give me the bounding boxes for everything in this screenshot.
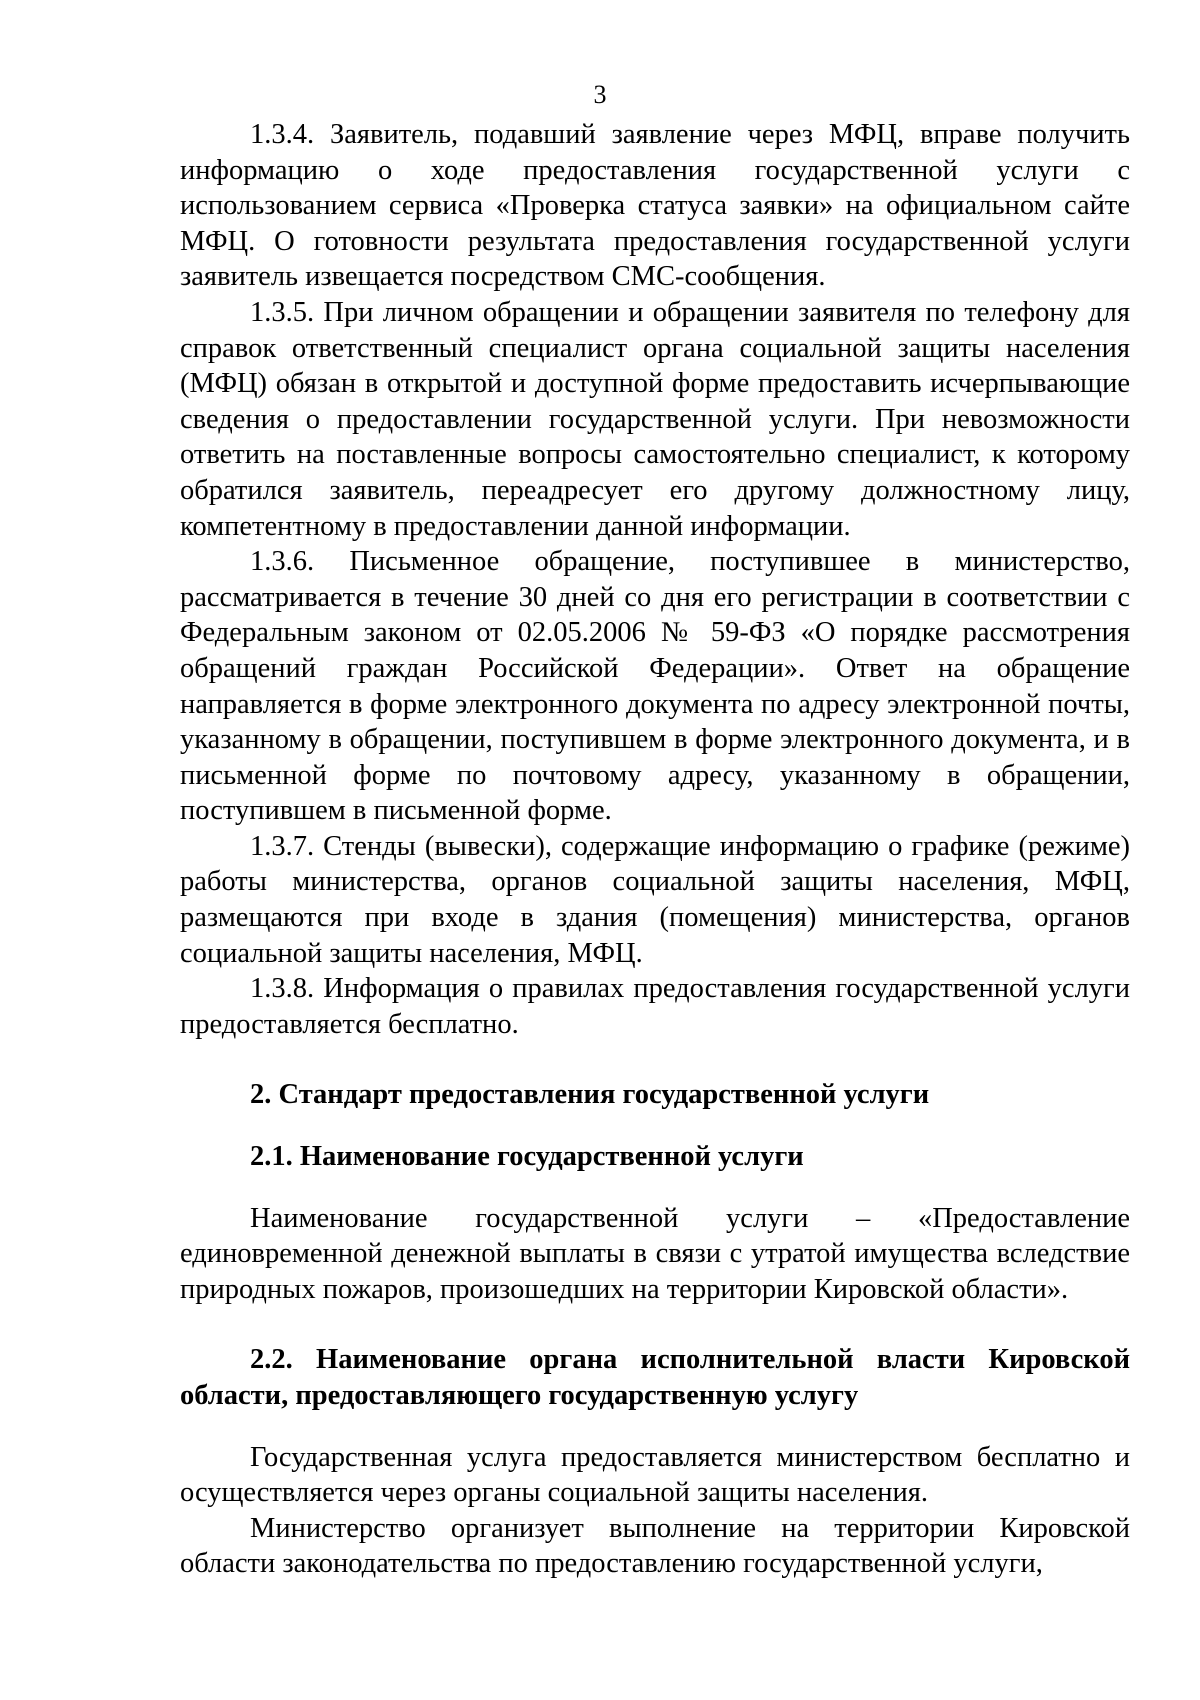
paragraph-1-3-7: 1.3.7. Стенды (вывески), содержащие информацию о графике (режиме) работы министерства, органов социальной защиты населения, МФЦ, размещаются при входе в здания (помещения) министерства, органов социальной защиты населения, МФЦ. [180,830,1130,969]
paragraph-1-3-5: 1.3.5. При личном обращении и обращении заявителя по телефону для справок ответственный специалист органа социальной защиты населения (МФЦ) обязан в открытой и доступной форме предоставить исчерпывающие сведения о предоставлении государственной услуги. При невозможности ответить на поставленные вопросы самостоятельно специалист, к которому обратился заявитель, переадресует его другому должностному лицу, компетентному в предоставлении данной информации. [180,296,1130,542]
paragraph-1-3-8: 1.3.8. Информация о правилах предоставления государственной услуги предоставляется бесплатно. [180,973,1130,1040]
paragraph-2-2-a: Государственная услуга предоставляется министерством бесплатно и осуществляется через органы социальной защиты населения. [180,1441,1130,1509]
subsection-heading-2-1: 2.1. Наименование государственной услуги [250,1141,804,1173]
paragraph-1-3-4: 1.3.4. Заявитель, подавший заявление через МФЦ, вправе получить информацию о ходе предоставления государственной услуги с использованием сервиса «Проверка статуса заявки» на официальном сайте МФЦ. О готовности результата предоставления государственной услуги заявитель извещается посредством СМС-сообщения. [180,119,1130,293]
paragraph-1-3-6: 1.3.6. Письменное обращение, поступившее в министерство, рассматривается в течение 30 дней со дня его регистрации в соответствии с Федеральным законом от 02.05.2006 № 59-ФЗ «О порядке рассмотрения обращений граждан Российской Федерации». Ответ на обращение направляется в форме электронного документа по адресу электронной почты, указанному в обращении, поступившем в форме электронного документа, и в письменной форме по почтовому адресу, указанному в обращении, поступившем в письменной форме. [180,546,1130,827]
subsection-heading-2-2: 2.2. Наименование органа исполнительной власти Кировской области, предоставляющего государственную услугу [180,1344,1130,1411]
document-body [180,117,1130,1582]
paragraph-2-2-b: Министерство организует выполнение на территории Кировской области законодательства по предоставлению государственной услуги, [180,1512,1130,1580]
paragraph-2-1: Наименование государственной услуги – «Предоставление единовременной денежной выплаты в связи с утратой имущества вследствие природных пожаров, произошедших на территории Кировской области». [180,1202,1130,1305]
page-number: 3 [593,80,607,109]
section-heading-2: 2. Стандарт предоставления государственной услуги [250,1079,930,1111]
